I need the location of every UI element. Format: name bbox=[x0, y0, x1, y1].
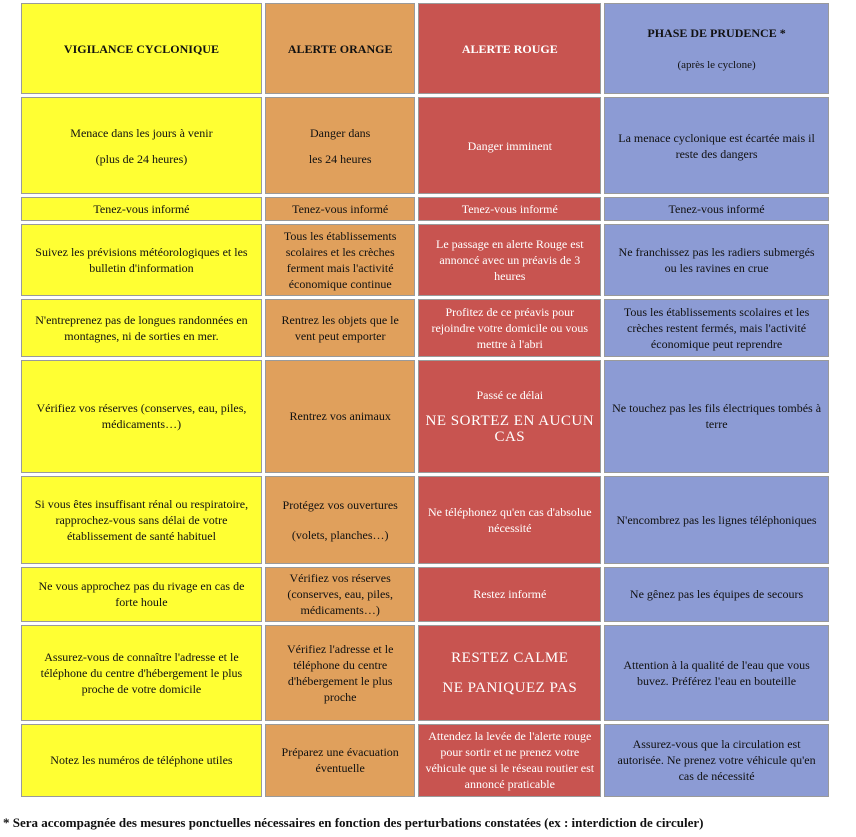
cell-vigilance-menace bbox=[21, 97, 262, 194]
table-row bbox=[21, 625, 829, 721]
table-row bbox=[21, 567, 829, 622]
cell-emphasis-text: NE PANIQUEZ PAS bbox=[442, 679, 578, 696]
cell-text: N'encombrez pas les lignes téléphoniques bbox=[604, 476, 829, 564]
table-row bbox=[21, 360, 829, 472]
cell-prudence-menace: La menace cyclonique est écartée mais il reste des dangers bbox=[604, 97, 829, 194]
cell-text: N'entreprenez pas de longues randonnées en montagnes, ni de sorties en mer. bbox=[21, 299, 262, 357]
table-row bbox=[21, 724, 829, 797]
cell-text: Danger dans bbox=[310, 125, 371, 140]
cell-text: Rentrez vos animaux bbox=[265, 360, 416, 472]
cell-rouge-delai bbox=[418, 360, 601, 472]
header-vigilance: VIGILANCE CYCLONIQUE bbox=[21, 3, 262, 94]
table-row bbox=[21, 224, 829, 296]
cell-text: Notez les numéros de téléphone utiles bbox=[21, 724, 262, 797]
cell-text: Vérifiez vos réserves (conserves, eau, piles, médicaments…) bbox=[21, 360, 262, 472]
cell-text: Attention à la qualité de l'eau que vous buvez. Préférez l'eau en bouteille bbox=[604, 625, 829, 721]
cell-rouge-calme bbox=[418, 625, 601, 721]
cell-text: Menace dans les jours à venir bbox=[70, 125, 213, 140]
cell-text: (plus de 24 heures) bbox=[95, 151, 188, 166]
cell-rouge-danger: Danger imminent bbox=[418, 97, 601, 194]
header-alerte-orange: ALERTE ORANGE bbox=[265, 3, 416, 94]
cell-text: Ne gênez pas les équipes de secours bbox=[604, 567, 829, 622]
cell-text: les 24 heures bbox=[308, 151, 372, 166]
cell-text: Tenez-vous informé bbox=[265, 197, 416, 221]
cell-text: Tenez-vous informé bbox=[21, 197, 262, 221]
footnote: * Sera accompagnée des mesures ponctuelles nécessaires en fonction des perturbations constatées (ex : interdiction de circuler) bbox=[3, 815, 704, 830]
cell-text: Tous les établissements scolaires et les crèches ferment mais l'activité économique continue bbox=[265, 224, 416, 296]
cell-text: Tenez-vous informé bbox=[418, 197, 601, 221]
cell-text: Suivez les prévisions météorologiques et les bulletin d'information bbox=[21, 224, 262, 296]
table-row bbox=[21, 299, 829, 357]
cell-text: Attendez la levée de l'alerte rouge pour sortir et ne prenez votre véhicule que si le réseau routier est annoncé praticable bbox=[418, 724, 601, 797]
cell-text: Si vous êtes insuffisant rénal ou respiratoire, rapprochez-vous sans délai de votre établissement de santé habituel bbox=[21, 476, 262, 564]
cell-text: Restez informé bbox=[418, 567, 601, 622]
cell-text: Assurez-vous de connaître l'adresse et le téléphone du centre d'hébergement le plus proche de votre domicile bbox=[21, 625, 262, 721]
cell-orange-ouvertures bbox=[265, 476, 416, 564]
cell-text: Rentrez les objets que le vent peut emporter bbox=[265, 299, 416, 357]
table-row bbox=[21, 197, 829, 221]
table-row bbox=[21, 97, 829, 194]
cell-text: Vérifiez l'adresse et le téléphone du centre d'hébergement le plus proche bbox=[265, 625, 416, 721]
cell-orange-danger bbox=[265, 97, 416, 194]
header-phase-prudence-title: PHASE DE PRUDENCE * bbox=[647, 25, 786, 40]
cyclone-alert-table bbox=[18, 0, 832, 800]
cell-text: Ne touchez pas les fils électriques tombés à terre bbox=[604, 360, 829, 472]
cell-emphasis-text: NE SORTEZ EN AUCUN CAS bbox=[425, 413, 595, 446]
cell-text: Protégez vos ouvertures bbox=[282, 497, 398, 512]
cell-text: Le passage en alerte Rouge est annoncé avec un préavis de 3 heures bbox=[418, 224, 601, 296]
header-phase-prudence-sub: (après le cyclone) bbox=[677, 58, 756, 71]
table-row bbox=[21, 476, 829, 564]
cell-emphasis-text: RESTEZ CALME bbox=[451, 649, 569, 666]
cell-text: Ne téléphonez qu'en cas d'absolue nécessité bbox=[418, 476, 601, 564]
cell-text: Tous les établissements scolaires et les crèches restent fermés, mais l'activité économique peut reprendre bbox=[604, 299, 829, 357]
header-phase-prudence bbox=[604, 3, 829, 94]
cell-text: Ne vous approchez pas du rivage en cas de forte houle bbox=[21, 567, 262, 622]
cell-text: Profitez de ce préavis pour rejoindre votre domicile ou vous mettre à l'abri bbox=[418, 299, 601, 357]
cell-text: Ne franchissez pas les radiers submergés ou les ravines en crue bbox=[604, 224, 829, 296]
cell-text: (volets, planches…) bbox=[291, 527, 389, 542]
cell-text: Assurez-vous que la circulation est autorisée. Ne prenez votre véhicule qu'en cas de nécessité bbox=[604, 724, 829, 797]
cell-text: Préparez une évacuation éventuelle bbox=[265, 724, 416, 797]
header-row bbox=[21, 3, 829, 94]
cell-text: Vérifiez vos réserves (conserves, eau, piles, médicaments…) bbox=[265, 567, 416, 622]
header-alerte-rouge: ALERTE ROUGE bbox=[418, 3, 601, 94]
cell-text: Passé ce délai bbox=[476, 388, 544, 403]
cell-text: Tenez-vous informé bbox=[604, 197, 829, 221]
